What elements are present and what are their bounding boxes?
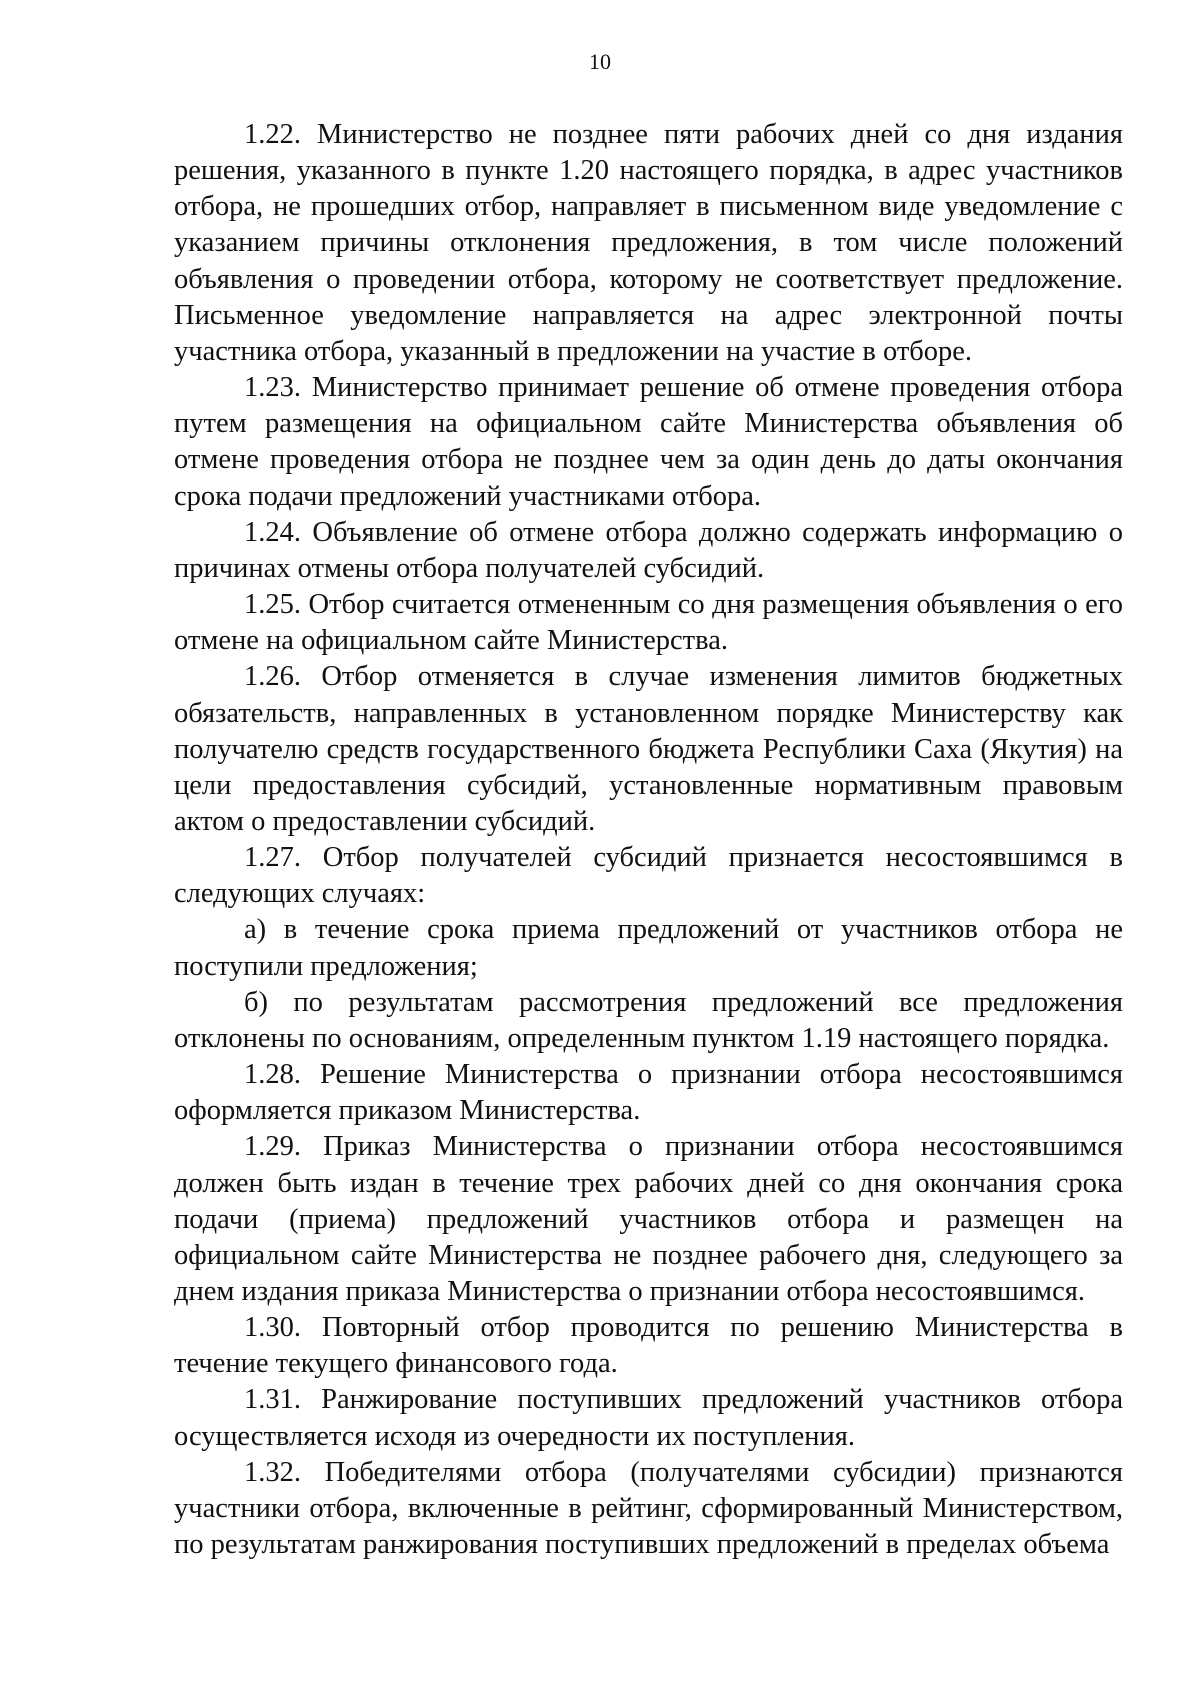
paragraph-1-24: 1.24. Объявление об отмене отбора должно содержать информацию о причинах отмены отбора получателей субсидий. xyxy=(174,516,1123,584)
paragraph-1-31: 1.31. Ранжирование поступивших предложений участников отбора осуществляется исходя из очередности их поступления. xyxy=(174,1384,1123,1452)
paragraph-1-22: 1.22. Министерство не позднее пяти рабочих дней со дня издания решения, указанного в пункте 1.20 настоящего порядка, в адрес участников отбора, не прошедших отбор, направляет в письменном виде уведомление с указанием причины отклонения предложения, в том числе положений объявления о проведении отбора, которому не соответствует предложение. Письменное уведомление направляется на адрес электронной почты участника отбора, указанный в предложении на участие в отборе. xyxy=(174,119,1123,367)
document-body xyxy=(174,117,1123,1563)
paragraph-1-27: 1.27. Отбор получателей субсидий признается несостоявшимся в следующих случаях: xyxy=(174,842,1123,910)
paragraph-1-25: 1.25. Отбор считается отмененным со дня размещения объявления о его отмене на официальном сайте Министерства. xyxy=(174,589,1123,657)
paragraph-1-27-a: а) в течение срока приема предложений от участников отбора не поступили предложения; xyxy=(174,914,1123,982)
paragraph-1-30: 1.30. Повторный отбор проводится по решению Министерства в течение текущего финансового года. xyxy=(174,1312,1123,1380)
paragraph-1-27-b: б) по результатам рассмотрения предложений все предложения отклонены по основаниям, определенным пунктом 1.19 настоящего порядка. xyxy=(174,986,1123,1054)
paragraph-1-26: 1.26. Отбор отменяется в случае изменения лимитов бюджетных обязательств, направленных в установленном порядке Министерству как получателю средств государственного бюджета Республики Саха (Якутия) на цели предоставления субсидий, установленные нормативным правовым актом о предоставлении субсидий. xyxy=(174,661,1123,837)
paragraph-1-32: 1.32. Победителями отбора (получателями субсидии) признаются участники отбора, включенные в рейтинг, сформированный Министерством, по результатам ранжирования поступивших предложений в пределах объема xyxy=(174,1456,1123,1561)
paragraph-1-23: 1.23. Министерство принимает решение об отмене проведения отбора путем размещения на официальном сайте Министерства объявления об отмене проведения отбора не позднее чем за один день до даты окончания срока подачи предложений участниками отбора. xyxy=(174,372,1123,512)
page-number: 10 xyxy=(589,49,611,74)
paragraph-1-29: 1.29. Приказ Министерства о признании отбора несостоявшимся должен быть издан в течение трех рабочих дней со дня окончания срока подачи (приема) предложений участников отбора и размещен на официальном сайте Министерства не позднее рабочего дня, следующего за днем издания приказа Министерства о признании отбора несостоявшимся. xyxy=(174,1131,1123,1307)
paragraph-1-28: 1.28. Решение Министерства о признании отбора несостоявшимся оформляется приказом Министерства. xyxy=(174,1059,1123,1127)
